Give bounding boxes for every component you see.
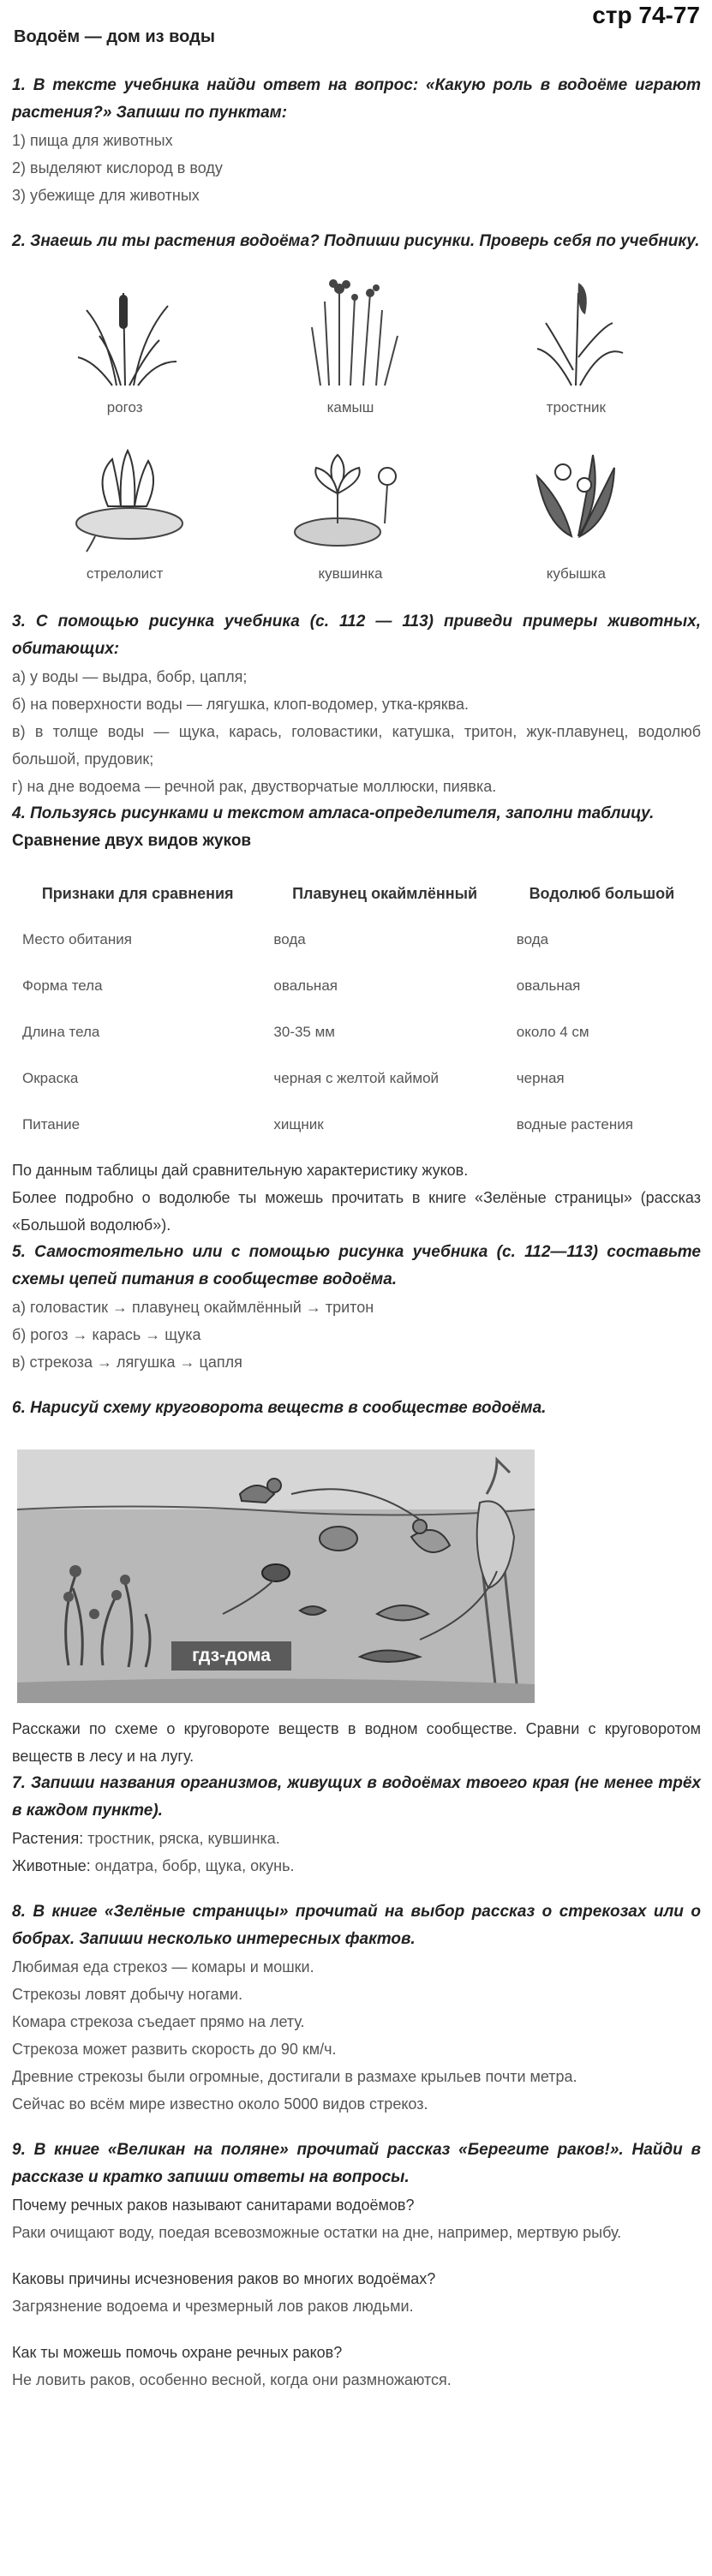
table-cell: водные растения bbox=[516, 1116, 633, 1133]
q8-fact: Стрекоза может развить скорость до 90 км/ч. bbox=[12, 2041, 337, 2058]
q1-item: 1) пища для животных bbox=[12, 132, 173, 149]
plant-card bbox=[464, 442, 689, 608]
q8-fact: Сейчас во всём мире известно около 5000 видов стрекоз. bbox=[12, 2095, 428, 2113]
q1-item: 2) выделяют кислород в воду bbox=[12, 159, 223, 176]
q7-animals-label: Животные: bbox=[12, 1857, 91, 1874]
plant-card bbox=[12, 442, 237, 608]
q7-animals bbox=[12, 1852, 701, 1880]
table-row bbox=[12, 1055, 697, 1102]
table-row bbox=[12, 1009, 697, 1055]
q9-subquestion: Каковы причины исчезновения раков во многих водоёмах? bbox=[12, 2270, 436, 2287]
table-cell: вода bbox=[516, 931, 549, 947]
q9-answer: Не ловить раков, особенно весной, когда они размножаются. bbox=[12, 2371, 452, 2388]
comparison-table bbox=[12, 870, 697, 1148]
table-row bbox=[12, 917, 697, 963]
q8-fact: Стрекозы ловят добычу ногами. bbox=[12, 1986, 243, 2003]
plant-caption: стрелолист bbox=[86, 565, 164, 582]
q7-plants-value: тростник, ряска, кувшинка. bbox=[83, 1830, 280, 1847]
q2-question: 2. Знаешь ли ты растения водоёма? Подпиши рисунки. Проверь себя по учебнику. bbox=[12, 232, 700, 250]
q6-text: Расскажи по схеме о круговороте веществ в водном сообществе. Сравни с круговоротом веществ в лесу и на лугу. bbox=[12, 1720, 701, 1765]
q7-question: 7. Запиши названия организмов, живущих в водоёмах твоего края (не менее трёх в каждом пункте). bbox=[12, 1774, 701, 1820]
q3-item: в) в толще воды — щука, карась, головастики, катушка, тритон, жук-плавунец, водолюб большой, прудовик; bbox=[12, 723, 701, 768]
q7-animals-value: ондатра, бобр, щука, окунь. bbox=[90, 1857, 295, 1874]
plant-card bbox=[237, 442, 463, 608]
table-header: Водолюб большой bbox=[529, 884, 675, 902]
table-header-row bbox=[12, 870, 697, 917]
arrowhead-illustration bbox=[61, 442, 189, 553]
plant-caption: рогоз bbox=[106, 399, 143, 415]
plant-caption: кубышка bbox=[546, 565, 606, 582]
q9-subquestion: Почему речных раков называют санитарами водоёмов? bbox=[12, 2196, 415, 2214]
q6-question: 6. Нарисуй схему круговорота веществ в сообществе водоёма. bbox=[12, 1399, 547, 1417]
plant-caption: кувшинка bbox=[318, 565, 383, 582]
reed-illustration bbox=[512, 276, 640, 387]
q5-item: в) стрекоза → лягушка → цапля bbox=[12, 1354, 242, 1371]
q4-table-title: Сравнение двух видов жуков bbox=[12, 832, 252, 850]
plant-grid bbox=[12, 276, 689, 608]
table-cell: Питание bbox=[22, 1116, 81, 1133]
q8-fact: Древние стрекозы были огромные, достигали в размахе крыльев почти метра. bbox=[12, 2068, 577, 2085]
table-cell: черная с желтой каймой bbox=[273, 1070, 440, 1086]
water-lily-illustration bbox=[286, 442, 415, 553]
table-cell: Форма тела bbox=[22, 977, 103, 994]
q1-item: 3) убежище для животных bbox=[12, 187, 200, 204]
q8-fact: Комара стрекоза съедает прямо на лету. bbox=[12, 2013, 305, 2030]
table-row bbox=[12, 963, 697, 1009]
yellow-water-lily-illustration bbox=[512, 442, 640, 553]
document-title: Водоём — дом из воды bbox=[14, 27, 215, 46]
document-body bbox=[12, 72, 701, 2394]
table-cell: овальная bbox=[273, 977, 338, 994]
q8-fact: Любимая еда стрекоз — комары и мошки. bbox=[12, 1958, 314, 1975]
food-cycle-drawing bbox=[17, 1443, 535, 1703]
q5-item: б) рогоз → карась → щука bbox=[12, 1326, 201, 1343]
bulrush-illustration bbox=[286, 276, 415, 387]
q5-question: 5. Самостоятельно или с помощью рисунка учебника (с. 112—113) составьте схемы цепей питания в сообществе водоёма. bbox=[12, 1243, 701, 1288]
table-cell: хищник bbox=[273, 1116, 324, 1133]
q4-after-text: По данным таблицы дай сравнительную характеристику жуков. bbox=[12, 1162, 469, 1179]
table-cell: Окраска bbox=[22, 1070, 79, 1086]
watermark-badge: гдз-дома bbox=[171, 1641, 291, 1671]
table-cell: около 4 см bbox=[516, 1024, 589, 1040]
table-row bbox=[12, 1102, 697, 1148]
table-cell: 30-35 мм bbox=[273, 1024, 335, 1040]
q5-item: а) головастик → плавунец окаймлённый → тритон bbox=[12, 1299, 374, 1316]
q3-question: 3. С помощью рисунка учебника (с. 112 — 113) приведи примеры животных, обитающих: bbox=[12, 613, 701, 658]
q9-question: 9. В книге «Великан на поляне» прочитай рассказ «Берегите раков!». Найди в рассказе и кратко запиши ответы на вопросы. bbox=[12, 2141, 701, 2186]
page-number: стр 74-77 bbox=[592, 2, 700, 28]
plant-caption: тростник bbox=[546, 399, 606, 415]
q9-answer: Раки очищают воду, поедая всевозможные остатки на дне, например, мертвую рыбу. bbox=[12, 2224, 622, 2241]
table-cell: вода bbox=[273, 931, 306, 947]
table-cell: Место обитания bbox=[22, 931, 132, 947]
plant-card bbox=[464, 276, 689, 442]
q4-after-text: Более подробно о водолюбе ты можешь прочитать в книге «Зелёные страницы» (рассказ «Большой водолюб»). bbox=[12, 1189, 701, 1234]
plant-card bbox=[12, 276, 237, 442]
table-header: Признаки для сравнения bbox=[41, 884, 234, 902]
q3-item: г) на дне водоема — речной рак, двустворчатые моллюски, пиявка. bbox=[12, 778, 497, 795]
plant-card bbox=[237, 276, 463, 442]
plant-caption: камыш bbox=[326, 399, 374, 415]
q8-question: 8. В книге «Зелёные страницы» прочитай на выбор рассказ о стрекозах или о бобрах. Запиши несколько интересных фактов. bbox=[12, 1903, 701, 1948]
q9-answer: Загрязнение водоема и чрезмерный лов раков людьми. bbox=[12, 2298, 414, 2315]
table-cell: овальная bbox=[516, 977, 581, 994]
q3-item: б) на поверхности воды — лягушка, клоп-водомер, утка-кряква. bbox=[12, 696, 470, 713]
table-cell: черная bbox=[516, 1070, 565, 1086]
q3-item: а) у воды — выдра, бобр, цапля; bbox=[12, 668, 248, 685]
q7-plants bbox=[12, 1825, 701, 1852]
cattail-illustration bbox=[61, 276, 189, 387]
table-header: Плавунец окаймлённый bbox=[292, 884, 478, 902]
q9-subquestion: Как ты можешь помочь охране речных раков? bbox=[12, 2344, 343, 2361]
q1-question: 1. В тексте учебника найди ответ на вопрос: «Какую роль в водоёме играют растения?» Запиши по пунктам: bbox=[12, 76, 701, 122]
q7-plants-label: Растения: bbox=[12, 1830, 84, 1847]
q4-question: 4. Пользуясь рисунками и текстом атласа-определителя, заполни таблицу. bbox=[12, 804, 655, 822]
table-cell: Длина тела bbox=[22, 1024, 100, 1040]
